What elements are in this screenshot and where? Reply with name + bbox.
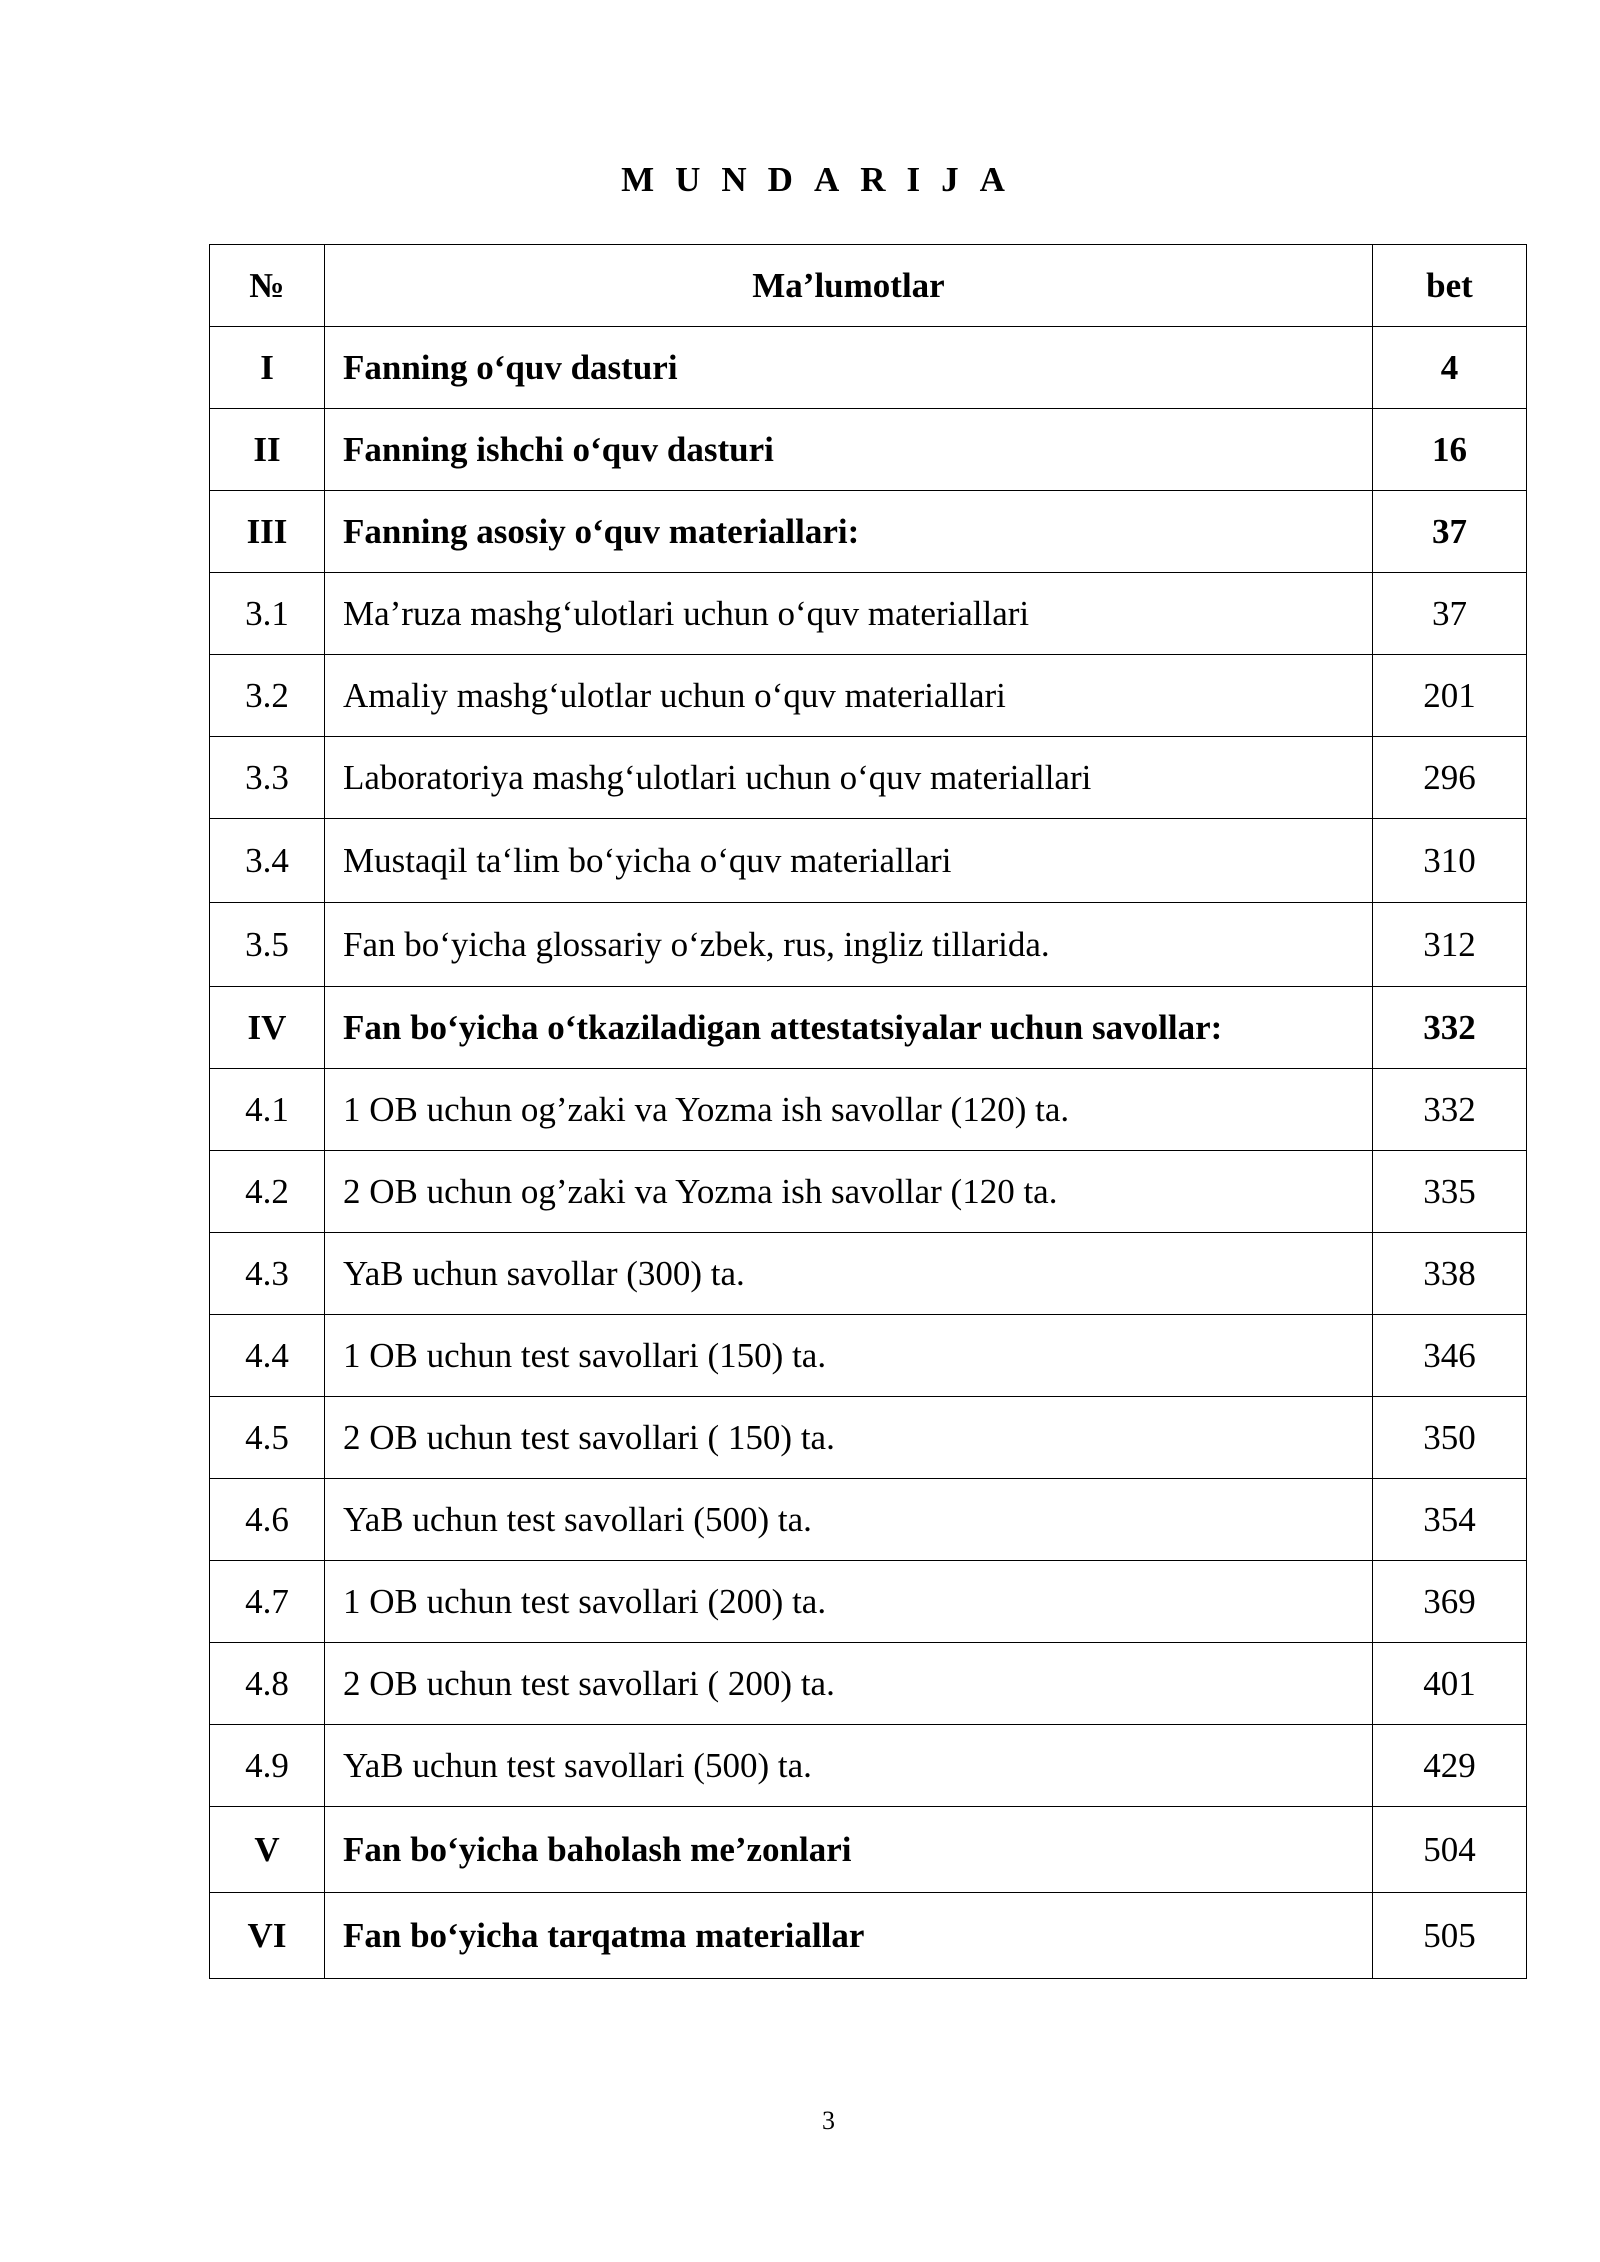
row-page: 429 — [1373, 1725, 1527, 1807]
row-page: 201 — [1373, 655, 1527, 737]
row-page: 504 — [1373, 1807, 1527, 1893]
row-title: Fan bo‘yicha o‘tkaziladigan attestatsiyalar uchun savollar: — [325, 987, 1373, 1069]
row-number: 4.1 — [210, 1069, 325, 1151]
row-title: Laboratoriya mashg‘ulotlari uchun o‘quv materiallari — [325, 737, 1373, 819]
row-page: 312 — [1373, 903, 1527, 987]
row-title: Fan bo‘yicha baholash me’zonlari — [325, 1807, 1373, 1893]
row-page: 4 — [1373, 327, 1527, 409]
table-row — [210, 1069, 1527, 1151]
row-title: Fanning ishchi o‘quv dasturi — [325, 409, 1373, 491]
row-title: Fan bo‘yicha tarqatma materiallar — [325, 1893, 1373, 1979]
page-title: MUNDARIJA — [621, 160, 1026, 199]
row-number: 3.2 — [210, 655, 325, 737]
row-page: 354 — [1373, 1479, 1527, 1561]
page-number: 3 — [822, 2106, 835, 2135]
row-page: 338 — [1373, 1233, 1527, 1315]
row-page: 369 — [1373, 1561, 1527, 1643]
row-title: Ma’ruza mashg‘ulotlari uchun o‘quv materiallari — [325, 573, 1373, 655]
row-page: 332 — [1373, 1069, 1527, 1151]
table-row — [210, 1643, 1527, 1725]
row-title: Fanning o‘quv dasturi — [325, 327, 1373, 409]
row-number: 3.5 — [210, 903, 325, 987]
row-title: YaB uchun test savollari (500) ta. — [325, 1479, 1373, 1561]
row-number: VI — [210, 1893, 325, 1979]
row-title: Fanning asosiy o‘quv materiallari: — [325, 491, 1373, 573]
row-number: V — [210, 1807, 325, 1893]
row-page: 16 — [1373, 409, 1527, 491]
row-number: IV — [210, 987, 325, 1069]
table-row — [210, 655, 1527, 737]
row-number: 4.2 — [210, 1151, 325, 1233]
row-page: 310 — [1373, 819, 1527, 903]
row-title: Mustaqil ta‘lim bo‘yicha o‘quv materiallari — [325, 819, 1373, 903]
contents-table — [209, 244, 1527, 1979]
row-page: 37 — [1373, 491, 1527, 573]
table-row — [210, 1725, 1527, 1807]
row-title: Fan bo‘yicha glossariy o‘zbek, rus, ingliz tillarida. — [325, 903, 1373, 987]
row-title: 2 OB uchun og’zaki va Yozma ish savollar (120 ta. — [325, 1151, 1373, 1233]
row-title: 1 OB uchun test savollari (150) ta. — [325, 1315, 1373, 1397]
table-row — [210, 491, 1527, 573]
row-number: 4.8 — [210, 1643, 325, 1725]
row-number: 4.6 — [210, 1479, 325, 1561]
row-number: I — [210, 327, 325, 409]
row-number: II — [210, 409, 325, 491]
row-page: 505 — [1373, 1893, 1527, 1979]
table-row — [210, 1807, 1527, 1893]
table-row — [210, 327, 1527, 409]
table-row — [210, 1561, 1527, 1643]
table-row — [210, 1397, 1527, 1479]
table-row — [210, 409, 1527, 491]
table-row — [210, 1151, 1527, 1233]
row-title: YaB uchun test savollari (500) ta. — [325, 1725, 1373, 1807]
table-row — [210, 1233, 1527, 1315]
row-number: 4.3 — [210, 1233, 325, 1315]
header-number: № — [210, 245, 325, 327]
row-title: 1 OB uchun og’zaki va Yozma ish savollar (120) ta. — [325, 1069, 1373, 1151]
row-number: 4.4 — [210, 1315, 325, 1397]
row-page: 335 — [1373, 1151, 1527, 1233]
row-page: 332 — [1373, 987, 1527, 1069]
table-row — [210, 819, 1527, 903]
row-number: 4.7 — [210, 1561, 325, 1643]
row-number: 4.5 — [210, 1397, 325, 1479]
row-page: 37 — [1373, 573, 1527, 655]
row-page: 346 — [1373, 1315, 1527, 1397]
row-title: Amaliy mashg‘ulotlar uchun o‘quv materiallari — [325, 655, 1373, 737]
table-row — [210, 737, 1527, 819]
row-page: 296 — [1373, 737, 1527, 819]
table-row — [210, 1479, 1527, 1561]
table-row — [210, 1893, 1527, 1979]
header-page: bet — [1373, 245, 1527, 327]
row-number: 3.4 — [210, 819, 325, 903]
row-title: 2 OB uchun test savollari ( 150) ta. — [325, 1397, 1373, 1479]
row-title: 1 OB uchun test savollari (200) ta. — [325, 1561, 1373, 1643]
row-number: 3.3 — [210, 737, 325, 819]
row-page: 401 — [1373, 1643, 1527, 1725]
table-row — [210, 903, 1527, 987]
row-title: 2 OB uchun test savollari ( 200) ta. — [325, 1643, 1373, 1725]
header-title: Ma’lumotlar — [325, 245, 1373, 327]
table-row — [210, 987, 1527, 1069]
table-row — [210, 573, 1527, 655]
row-title: YaB uchun savollar (300) ta. — [325, 1233, 1373, 1315]
table-header-row — [210, 245, 1527, 327]
row-number: 4.9 — [210, 1725, 325, 1807]
table-row — [210, 1315, 1527, 1397]
row-number: III — [210, 491, 325, 573]
row-number: 3.1 — [210, 573, 325, 655]
row-page: 350 — [1373, 1397, 1527, 1479]
